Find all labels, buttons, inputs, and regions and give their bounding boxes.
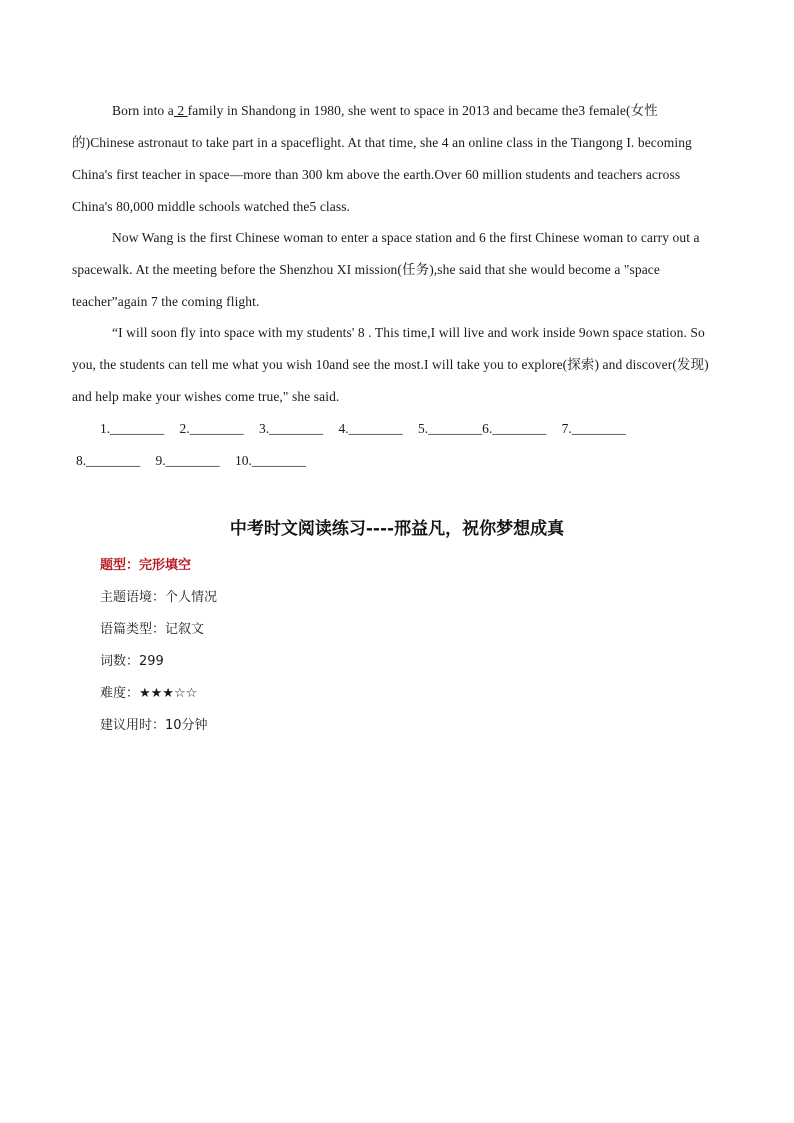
answer-blanks-row-2	[72, 445, 732, 477]
suggested-time: 建议用时：10分钟	[100, 718, 208, 733]
answer-blank-1[interactable]: 1.________	[100, 421, 165, 436]
theme-context: 主题语境：个人情况	[100, 590, 218, 605]
answer-blank-4[interactable]: 4.________	[338, 421, 403, 436]
answer-blank-8[interactable]: 8.________	[76, 453, 141, 468]
p1-blank-2: 2	[173, 103, 188, 118]
answer-blank-2[interactable]: 2.________	[179, 421, 244, 436]
question-type: 题型：完形填空	[100, 558, 192, 573]
answer-blank-5-6[interactable]: 5.________6.________	[418, 421, 547, 436]
answer-blank-7[interactable]: 7.________	[561, 421, 626, 436]
answer-blanks-row-1	[72, 413, 732, 445]
answer-blank-9[interactable]: 9.________	[155, 453, 220, 468]
answer-blank-10[interactable]: 10.________	[235, 453, 306, 468]
text-genre: 语篇类型：记叙文	[100, 622, 205, 637]
p1-text-start: Born into a	[112, 103, 174, 118]
exercise-meta	[100, 550, 217, 742]
passage-paragraph-1	[72, 95, 720, 223]
passage-paragraph-2: Now Wang is the first Chinese woman to enter a space station and 6 the first Chinese woman to carry out a spacewalk. At the meeting before the Shenzhou XI mission(任务),she said that she would become a "space teacher”again 7 the coming flight.	[72, 230, 700, 309]
answer-blanks	[72, 413, 732, 477]
passage-paragraph-3: “I will soon fly into space with my students' 8 . This time,I will live and work inside 9own space station. So you, the students can tell me what you wish 10and see the most.I will take you to explore(探索) and discover(发现) and help make your wishes come true," she said.	[72, 325, 709, 404]
answer-blank-3[interactable]: 3.________	[259, 421, 324, 436]
word-count: 词数：299	[100, 654, 164, 669]
difficulty-rating: 难度：★★★☆☆	[100, 686, 198, 701]
section-heading: 中考时文阅读练习----邢益凡，祝你梦想成真	[229, 519, 565, 539]
p1-text-rest: family in Shandong in 1980, she went to space in 2013 and became the3 female(女性的)Chinese astronaut to take part in a spaceflight. At that time, she 4 an online class in the Tiangong I. becoming China's first teacher in space—more than 300 km above the earth.Over 60 million students and teachers across China's 80,000 middle schools watched the5 class.	[72, 103, 692, 214]
